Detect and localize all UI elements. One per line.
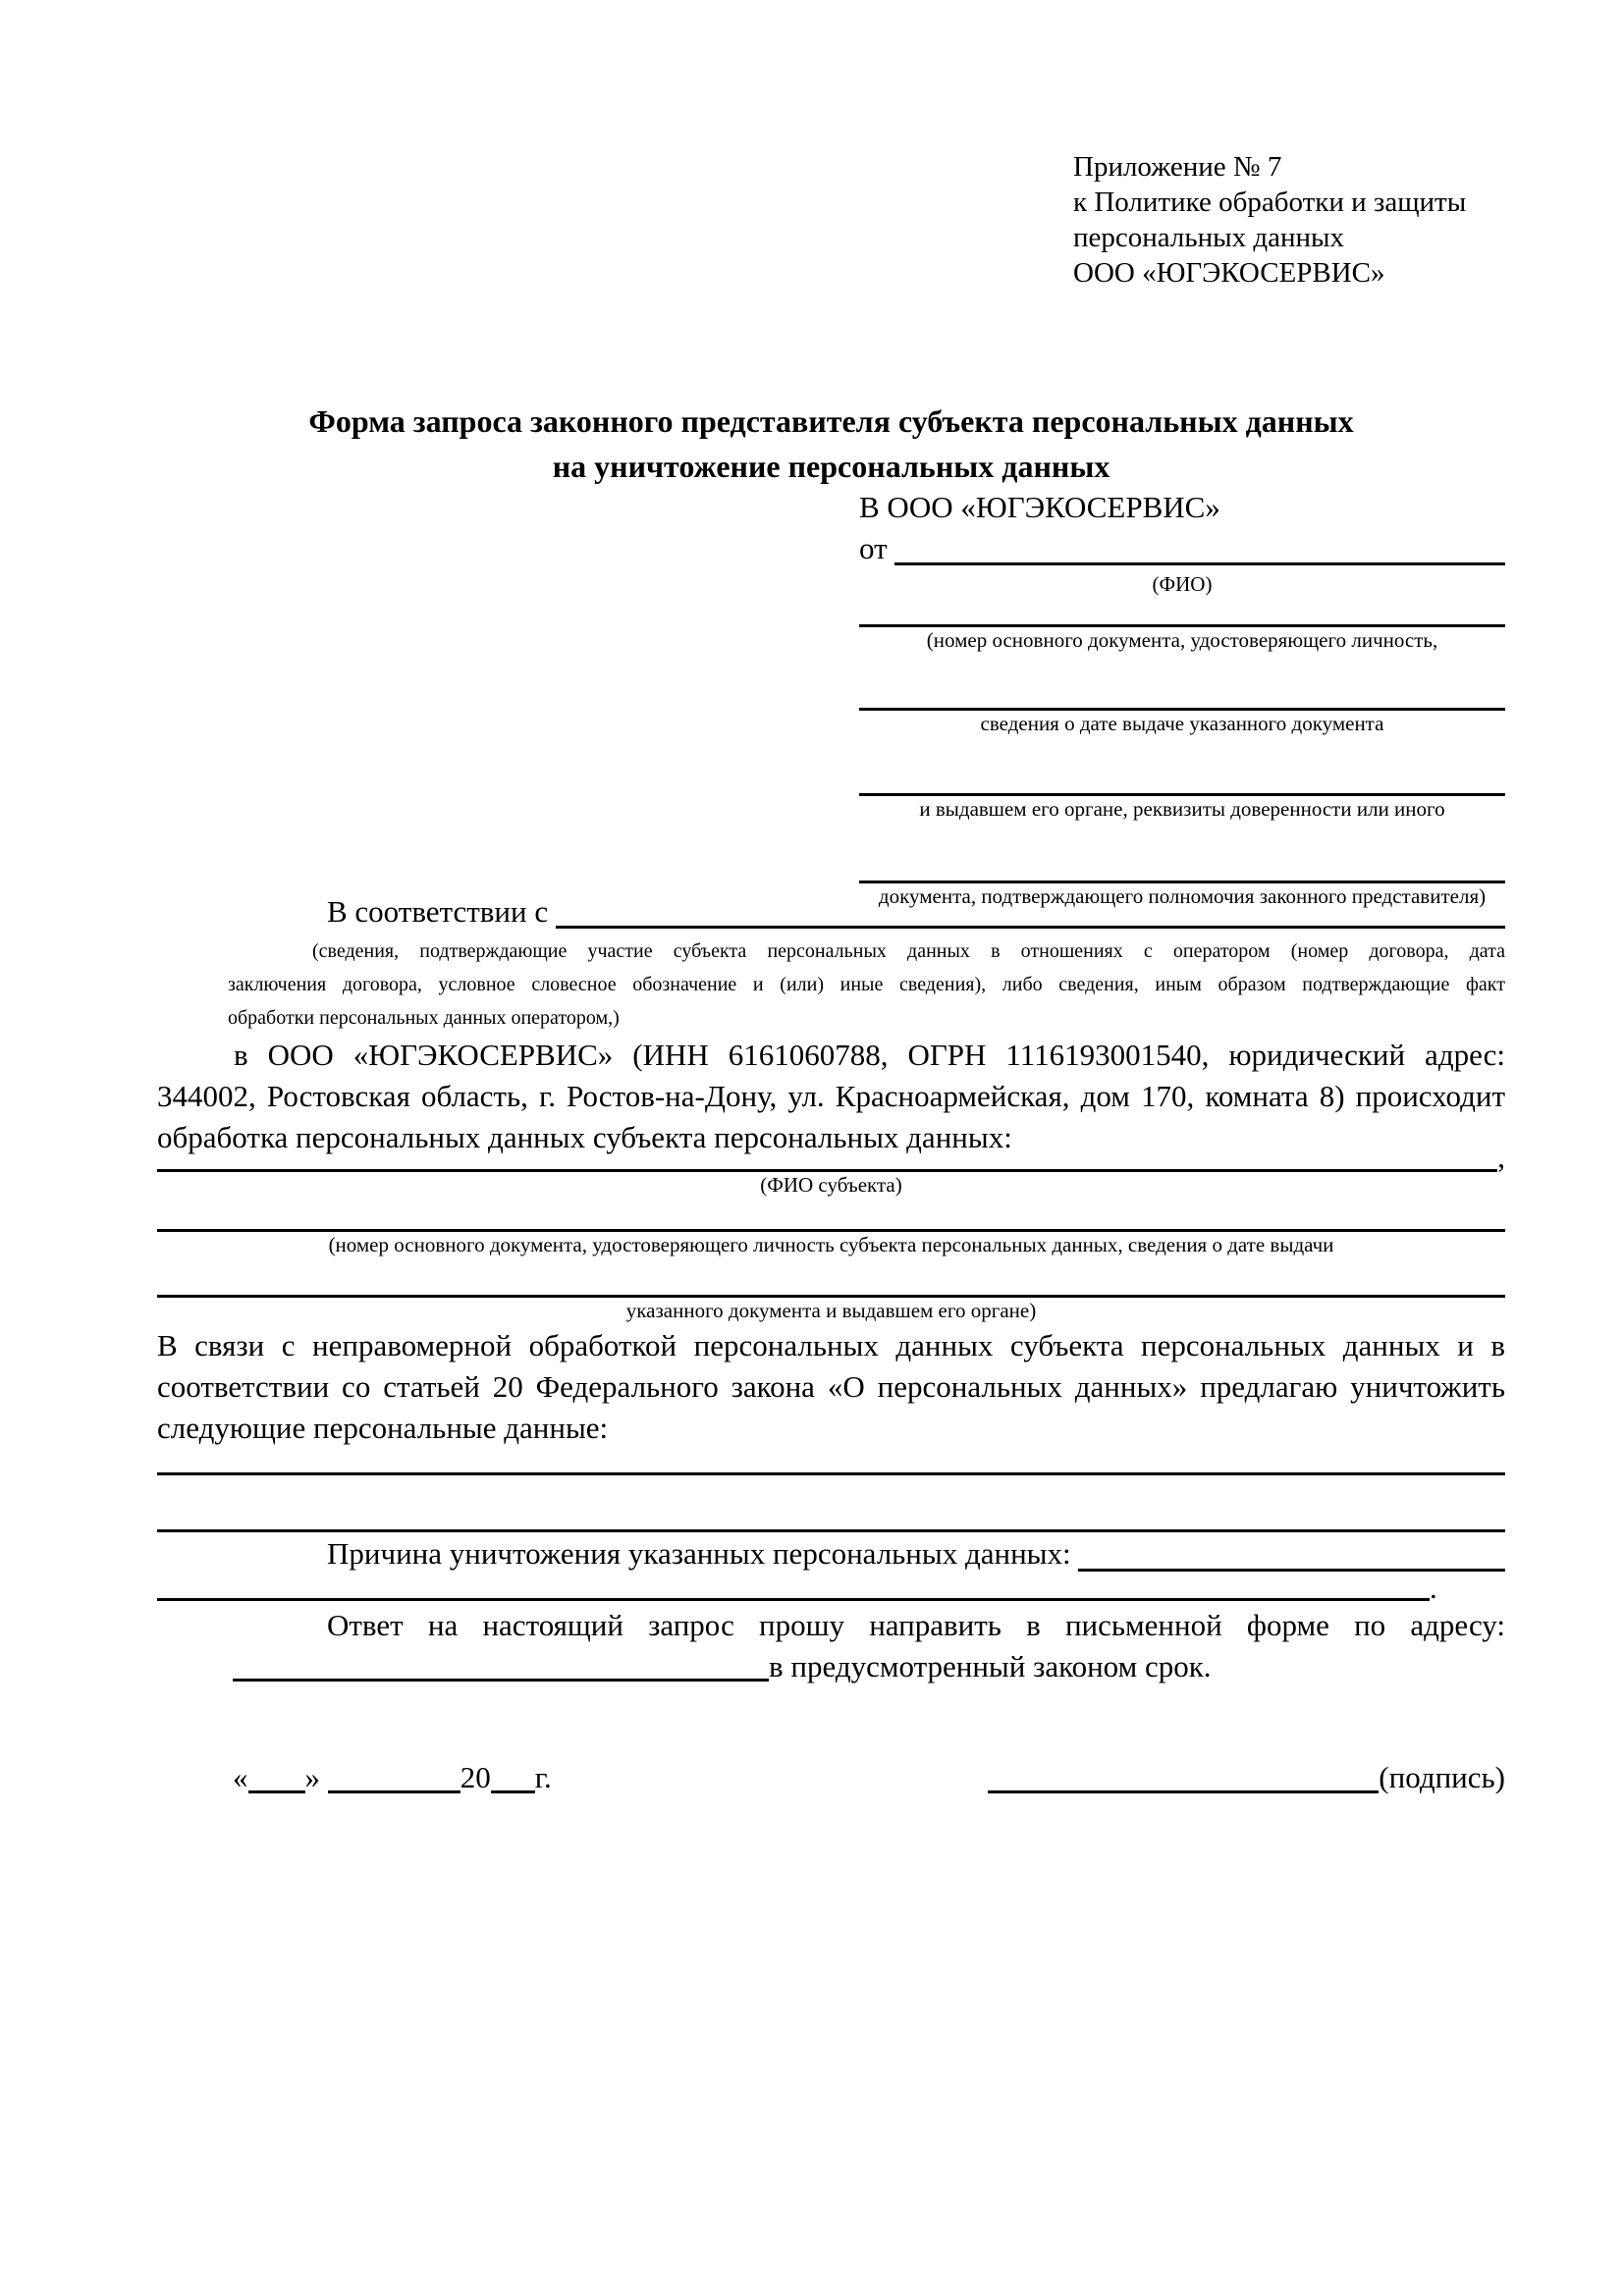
period-mark: . [1430, 1571, 1437, 1605]
document-title-line1: Форма запроса законного представителя субъекта персональных данных [308, 403, 1354, 439]
reply-address-row [157, 1646, 1505, 1687]
doc-caption-3: и выдавшем его органе, реквизиты доверенности или иного [919, 797, 1445, 821]
reply-tail: в предусмотренный законом срок. [769, 1649, 1212, 1683]
accordance-note-line: заключения договора, условное словесное обозначение и (или) иные сведения), либо сведения, иным образом подтверждающие факт [228, 974, 1505, 995]
accordance-row [157, 891, 1505, 934]
representative-fio-line[interactable] [894, 528, 1505, 565]
accordance-note [228, 934, 1505, 1035]
subject-doc-line-2[interactable] [157, 1257, 1505, 1298]
signature-caption: (подпись) [1379, 1760, 1505, 1794]
representative-doc-line-3[interactable] [859, 736, 1505, 796]
annex-line: Приложение № 7 [1073, 151, 1282, 183]
representative-doc-line-2[interactable] [859, 653, 1505, 711]
doc-caption-1: (номер основного документа, удостоверяющего личность, [926, 628, 1438, 652]
from-label: от [859, 531, 895, 565]
addressee-company: В ООО «ЮГЭКОСЕРВИС» [859, 490, 1220, 524]
year-line[interactable] [491, 1761, 535, 1793]
reason-row [157, 1532, 1505, 1577]
from-row [859, 528, 1505, 571]
doc-caption-4: документа, подтверждающего полномочия законного представителя) [878, 884, 1487, 908]
signing-footer [157, 1755, 1505, 1798]
subject-doc-caption-1: (номер основного документа, удостоверяющего личность субъекта персональных данных, сведения о дате выдачи [328, 1233, 1334, 1256]
quote-close: » [304, 1760, 320, 1794]
reason-continuation-line[interactable] [157, 1577, 1430, 1601]
year-prefix: 20 [460, 1760, 491, 1794]
document-body [157, 891, 1505, 1687]
accordance-note-line: (сведения, подтверждающие участие субъекта персональных данных в отношениях с оператором (номер договора, дата [312, 940, 1505, 962]
annex-line: ООО «ЮГЭКОСЕРВИС» [1073, 257, 1385, 289]
document-title-line2: на уничтожение персональных данных [552, 449, 1110, 484]
date-group [157, 1755, 552, 1798]
month-line[interactable] [328, 1761, 460, 1793]
annex-line: персональных данных [1073, 222, 1345, 253]
signature-group [988, 1755, 1505, 1798]
subject-doc-line-1[interactable] [157, 1198, 1505, 1232]
subject-fio-row [157, 1140, 1505, 1174]
representative-doc-line-1[interactable] [859, 597, 1505, 627]
annex-block [1073, 149, 1466, 291]
accordance-line[interactable] [556, 891, 1505, 929]
subject-doc-caption-2: указанного документа и выдавшем его органе) [625, 1299, 1037, 1322]
fio-caption: (ФИО) [1152, 572, 1213, 596]
reply-paragraph: Ответ на настоящий запрос прошу направить в письменной форме по адресу: [327, 1608, 1505, 1642]
reason-lead: Причина уничтожения указанных персональных данных: [327, 1536, 1079, 1571]
reason-line[interactable] [1078, 1532, 1505, 1572]
representative-doc-line-4[interactable] [859, 822, 1505, 883]
operator-paragraph: в ООО «ЮГЭКОСЕРВИС» (ИНН 6161060788, ОГРН 1116193001540, юридический адрес: 344002, Ростовская область, г. Ростов-на-Дону, ул. Красноармейская, дом 170, комната 8) происходит обработка персональных данных субъекта персональных данных: [157, 1038, 1505, 1154]
accordance-note-line: обработки персональных данных оператором,) [228, 1007, 620, 1029]
personal-data-line-1[interactable] [157, 1449, 1505, 1475]
addressee-block [859, 487, 1505, 909]
reason-continuation-row [157, 1571, 1505, 1605]
year-suffix: г. [534, 1760, 552, 1794]
day-line[interactable] [248, 1761, 305, 1793]
annex-line: к Политике обработки и защиты [1073, 187, 1467, 218]
subject-fio-caption: (ФИО субъекта) [760, 1173, 902, 1197]
accordance-lead: В соответствии с [327, 894, 556, 929]
personal-data-line-2[interactable] [157, 1475, 1505, 1532]
doc-caption-2: сведения о дате выдаче указанного документа [980, 712, 1384, 735]
quote-open: « [233, 1760, 248, 1794]
destruction-paragraph: В связи с неправомерной обработкой персональных данных субъекта персональных данных и в соответствии со статьей 20 Федерального закона «О персональных данных» предлагаю уничтожить следующие персональные данные: [157, 1328, 1505, 1445]
document-title [157, 399, 1505, 489]
reply-address-line[interactable] [233, 1646, 769, 1682]
signature-line[interactable] [988, 1761, 1379, 1793]
comma-mark: , [1497, 1140, 1505, 1174]
